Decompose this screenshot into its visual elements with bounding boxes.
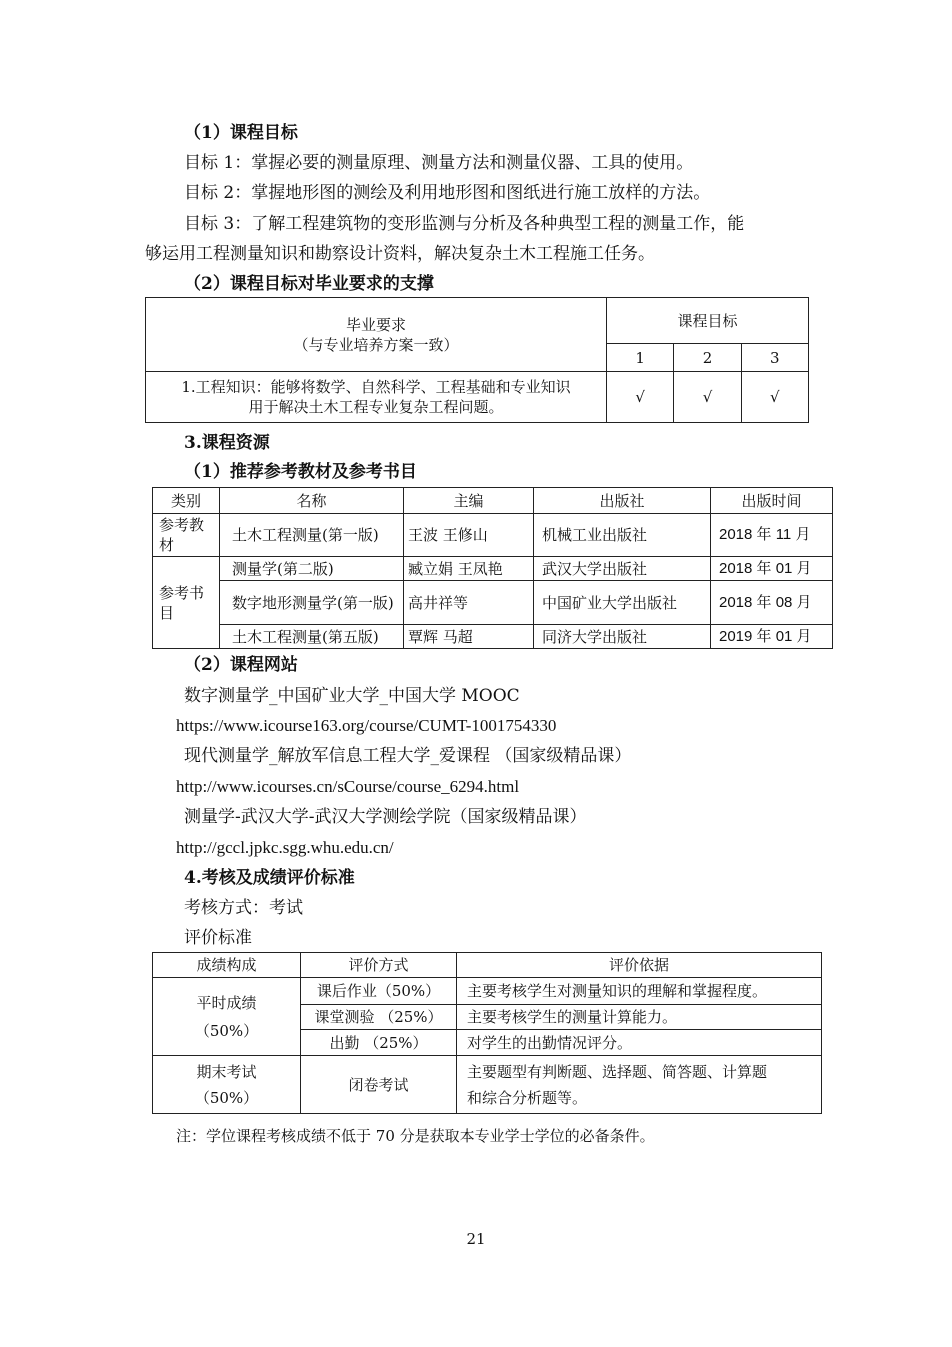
book-name: 土木工程测量(第一版) bbox=[220, 514, 404, 557]
book-publisher: 武汉大学出版社 bbox=[534, 557, 711, 581]
requirement-header-line1: 毕业要求 bbox=[345, 315, 406, 334]
final-exam-cell bbox=[153, 1056, 301, 1114]
usual-score-cell bbox=[153, 978, 301, 1056]
criteria-label: 评价标准 bbox=[184, 928, 252, 948]
final-basis-line1: 主要题型有判断题、选择题、简答题、计算题 bbox=[467, 1062, 768, 1081]
assessment-header-method: 评价方式 bbox=[301, 953, 457, 978]
final-exam-weight: （50%） bbox=[194, 1088, 259, 1107]
book-date: 2018 年 08 月 bbox=[711, 581, 833, 625]
book-name: 土木工程测量(第五版) bbox=[220, 625, 404, 649]
resources-heading: 3.课程资源 bbox=[184, 433, 270, 453]
final-method: 闭卷考试 bbox=[301, 1056, 457, 1114]
final-basis-line2: 和综合分析题等。 bbox=[467, 1088, 588, 1107]
book-date: 2018 年 01 月 bbox=[711, 557, 833, 581]
books-header-name: 名称 bbox=[220, 488, 404, 514]
usual-basis: 对学生的出勤情况评分。 bbox=[457, 1030, 822, 1056]
website-3-link[interactable]: http://gccl.jpkc.sgg.whu.edu.cn/ bbox=[176, 838, 394, 857]
assessment-table bbox=[152, 952, 822, 1114]
book-name: 数字地形测量学(第一版) bbox=[220, 581, 404, 625]
final-basis bbox=[457, 1056, 822, 1114]
reference-category: 参考书目 bbox=[153, 557, 220, 649]
usual-method: 课后作业（50%） bbox=[301, 978, 457, 1005]
assessment-header-basis: 评价依据 bbox=[457, 953, 822, 978]
support-mark: √ bbox=[741, 372, 808, 423]
book-publisher: 中国矿业大学出版社 bbox=[534, 581, 711, 625]
requirement-header bbox=[146, 298, 607, 372]
book-editor: 王波 王修山 bbox=[404, 514, 534, 557]
support-mark: √ bbox=[607, 372, 674, 423]
book-date: 2018 年 11 月 bbox=[711, 514, 833, 557]
assessment-method: 考核方式：考试 bbox=[184, 898, 303, 918]
goal-number: 1 bbox=[607, 344, 674, 372]
books-header-editor: 主编 bbox=[404, 488, 534, 514]
website-3-title: 测量学-武汉大学-武汉大学测绘学院（国家级精品课） bbox=[184, 807, 587, 827]
support-table bbox=[145, 297, 809, 423]
goals-header: 课程目标 bbox=[607, 298, 809, 344]
usual-score-weight: （50%） bbox=[194, 1021, 259, 1040]
final-exam-label: 期末考试 bbox=[196, 1062, 257, 1081]
website-1-title: 数字测量学_中国矿业大学_中国大学 MOOC bbox=[184, 686, 520, 706]
goal-number: 3 bbox=[741, 344, 808, 372]
website-2-title: 现代测量学_解放军信息工程大学_爱课程 （国家级精品课） bbox=[184, 746, 632, 766]
website-1-link[interactable]: https://www.icourse163.org/course/CUMT-1001754330 bbox=[176, 716, 557, 735]
requirement-line1: 1.工程知识：能够将数学、自然科学、工程基础和专业知识 bbox=[181, 378, 571, 396]
book-date: 2019 年 01 月 bbox=[711, 625, 833, 649]
objective-1: 目标 1：掌握必要的测量原理、测量方法和测量仪器、工具的使用。 bbox=[184, 153, 694, 173]
textbook-category: 参考教材 bbox=[153, 514, 220, 557]
requirement-cell bbox=[146, 372, 607, 423]
assessment-note: 注：学位课程考核成绩不低于 70 分是获取本专业学士学位的必备条件。 bbox=[176, 1127, 655, 1145]
support-mark: √ bbox=[674, 372, 741, 423]
book-publisher: 机械工业出版社 bbox=[534, 514, 711, 557]
usual-basis: 主要考核学生对测量知识的理解和掌握程度。 bbox=[457, 978, 822, 1005]
page-number: 21 bbox=[466, 1230, 486, 1248]
website-2-link[interactable]: http://www.icourses.cn/sCourse/course_6294.html bbox=[176, 777, 520, 796]
usual-basis: 主要考核学生的测量计算能力。 bbox=[457, 1005, 822, 1030]
book-name: 测量学(第二版) bbox=[220, 557, 404, 581]
book-editor: 覃辉 马超 bbox=[404, 625, 534, 649]
books-table bbox=[152, 487, 833, 649]
goal-number: 2 bbox=[674, 344, 741, 372]
books-header-category: 类别 bbox=[153, 488, 220, 514]
support-heading: （2）课程目标对毕业要求的支撑 bbox=[184, 274, 434, 294]
books-heading: （1）推荐参考教材及参考书目 bbox=[184, 462, 417, 482]
requirement-line2: 用于解决土木工程专业复杂工程问题。 bbox=[248, 398, 504, 416]
book-editor: 臧立娟 王凤艳 bbox=[404, 557, 534, 581]
books-header-publisher: 出版社 bbox=[534, 488, 711, 514]
objective-3-line1: 目标 3：了解工程建筑物的变形监测与分析及各种典型工程的测量工作，能 bbox=[184, 214, 745, 234]
books-header-date: 出版时间 bbox=[711, 488, 833, 514]
objective-3-line2: 够运用工程测量知识和勘察设计资料，解决复杂土木工程施工任务。 bbox=[145, 244, 655, 264]
usual-method: 课堂测验 （25%） bbox=[301, 1005, 457, 1030]
websites-heading: （2）课程网站 bbox=[184, 655, 298, 675]
objective-2: 目标 2：掌握地形图的测绘及利用地形图和图纸进行施工放样的方法。 bbox=[184, 183, 711, 203]
objectives-heading: （1）课程目标 bbox=[184, 123, 298, 143]
assessment-heading: 4.考核及成绩评价标准 bbox=[184, 868, 355, 888]
book-editor: 高井祥等 bbox=[404, 581, 534, 625]
book-publisher: 同济大学出版社 bbox=[534, 625, 711, 649]
requirement-header-line2: （与专业培养方案一致） bbox=[293, 335, 459, 354]
usual-method: 出勤 （25%） bbox=[301, 1030, 457, 1056]
usual-score-label: 平时成绩 bbox=[196, 993, 257, 1012]
assessment-header-composition: 成绩构成 bbox=[153, 953, 301, 978]
